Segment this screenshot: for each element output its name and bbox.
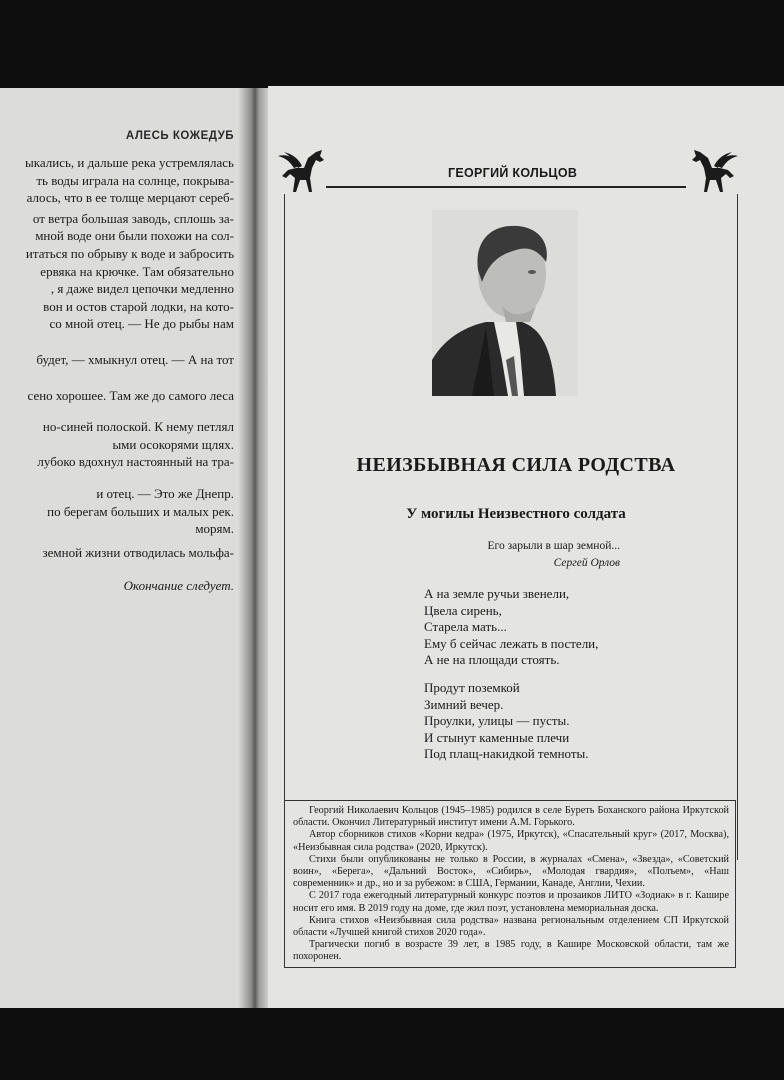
text-line: будет, — хмыкнул отец. — А на тот bbox=[36, 351, 234, 367]
text-line: мной воде они были похожи на сол- bbox=[35, 228, 234, 244]
poem-title: У могилы Неизвестного солдата bbox=[406, 506, 626, 522]
author-portrait bbox=[432, 210, 578, 396]
text-line: вон и остов старой лодки, на кото- bbox=[43, 298, 234, 314]
text-line: ыми осокорями щлях. bbox=[112, 436, 234, 452]
book-title: НЕИЗБЫВНАЯ СИЛА РОДСТВА bbox=[356, 454, 676, 476]
bio-paragraph: Георгий Николаевич Кольцов (1945–1985) родился в селе Буреть Боханского района Иркутской области. Окончил Литературный институт имени А.М. Горького. bbox=[293, 805, 729, 829]
bio-paragraph: Трагически погиб в возрасте 39 лет, в 1985 году, в Кашире Московской области, там же похоронен. bbox=[293, 939, 729, 963]
text-line: от ветра большая заводь, сплошь за- bbox=[32, 210, 234, 226]
author-name-heading: ГЕОРГИЙ КОЛЬЦОВ bbox=[448, 166, 578, 180]
author-biography bbox=[284, 800, 736, 968]
header-rule bbox=[326, 186, 686, 188]
poem-line: Старела мать... bbox=[424, 619, 507, 635]
epigraph-text: Его зарыли в шар земной... bbox=[487, 540, 620, 552]
book-gutter bbox=[238, 88, 272, 1008]
poem-line: Под плащ-накидкой темноты. bbox=[424, 746, 589, 762]
text-line: и отец. — Это же Днепр. bbox=[96, 485, 234, 501]
left-page-text bbox=[0, 154, 234, 595]
poem-line: А на земле ручьи звенели, bbox=[424, 586, 570, 601]
text-line: ть воды играла на солнце, покрыва- bbox=[36, 172, 234, 188]
text-line: ервяка на крючке. Там обязательно bbox=[40, 263, 234, 279]
text-line: ыкались, и дальше река устремлялась bbox=[25, 155, 234, 170]
poem-line: Проулки, улицы — пусты. bbox=[424, 713, 570, 729]
bio-paragraph: Книга стихов «Неизбывная сила родства» названа региональным отделением СП Иркутской области «Лучшей книгой стихов 2020 года». bbox=[293, 914, 729, 939]
poem-line: Продут поземкой bbox=[424, 680, 520, 695]
bio-paragraph: С 2017 года ежегодный литературный конкурс поэтов и прозаиков ЛИТО «Зодиак» в г. Кашире носит его имя. В 2019 году на доме, где жил поэт, установлена мемориальная доска. bbox=[293, 890, 729, 914]
bio-paragraph: Стихи были опубликованы не только в России, в журналах «Смена», «Звезда», «Советский воин», «Берега», «Дальний Восток», «Сибирь», «Молодая гвардия», «Полъем», «Наш современник» и др., но и за рубежом: в США, Германии, Канаде, Англии, Чехии. bbox=[293, 853, 729, 890]
text-line: по берегам больших и малых рек. bbox=[47, 503, 234, 519]
pegasus-icon bbox=[276, 148, 330, 196]
text-line: но-синей полоской. К нему петлял bbox=[42, 419, 234, 435]
poem-stanza-2 bbox=[424, 680, 589, 763]
poem-line: Цвела сирень, bbox=[424, 602, 502, 618]
poem-line: И стынут каменные плечи bbox=[424, 729, 570, 745]
ending-note: Окончание следует. bbox=[123, 578, 234, 594]
bio-paragraph: Автор сборников стихов «Корни кедра» (1975, Иркутск), «Спасательный круг» (2017, Москва), «Неизбывная сила родства» (2020, Иркутск). bbox=[293, 829, 729, 853]
epigraph-author: Сергей Орлов bbox=[553, 557, 620, 569]
poem-line: Зимний вечер. bbox=[424, 696, 504, 712]
poem-line: А не на площади стоять. bbox=[424, 652, 560, 668]
text-line: алось, что в ее толще мерцают сереб- bbox=[26, 190, 234, 206]
text-line: , я даже видел цепочки медленно bbox=[50, 281, 234, 297]
poem-stanza-1 bbox=[424, 586, 598, 669]
text-line: сено хорошее. Там же до самого леса bbox=[27, 387, 234, 403]
running-head: АЛЕСЬ КОЖЕДУБ bbox=[125, 130, 234, 142]
right-page bbox=[268, 86, 784, 1008]
text-line: лубоко вдохнул настоянный на тра- bbox=[37, 454, 234, 470]
pegasus-icon bbox=[686, 148, 740, 196]
text-line: земной жизни отводилась мольфа- bbox=[42, 544, 234, 560]
poem-line: Ему б сейчас лежать в постели, bbox=[424, 635, 599, 651]
left-page bbox=[0, 88, 252, 1008]
portrait-image bbox=[432, 210, 578, 396]
text-line: итаться по обрыву к воде и забросить bbox=[25, 245, 234, 261]
page-header bbox=[276, 144, 742, 194]
text-line: со мной отец. — Не до рыбы нам bbox=[49, 316, 234, 332]
epigraph bbox=[268, 538, 620, 572]
text-line: морям. bbox=[195, 521, 234, 537]
